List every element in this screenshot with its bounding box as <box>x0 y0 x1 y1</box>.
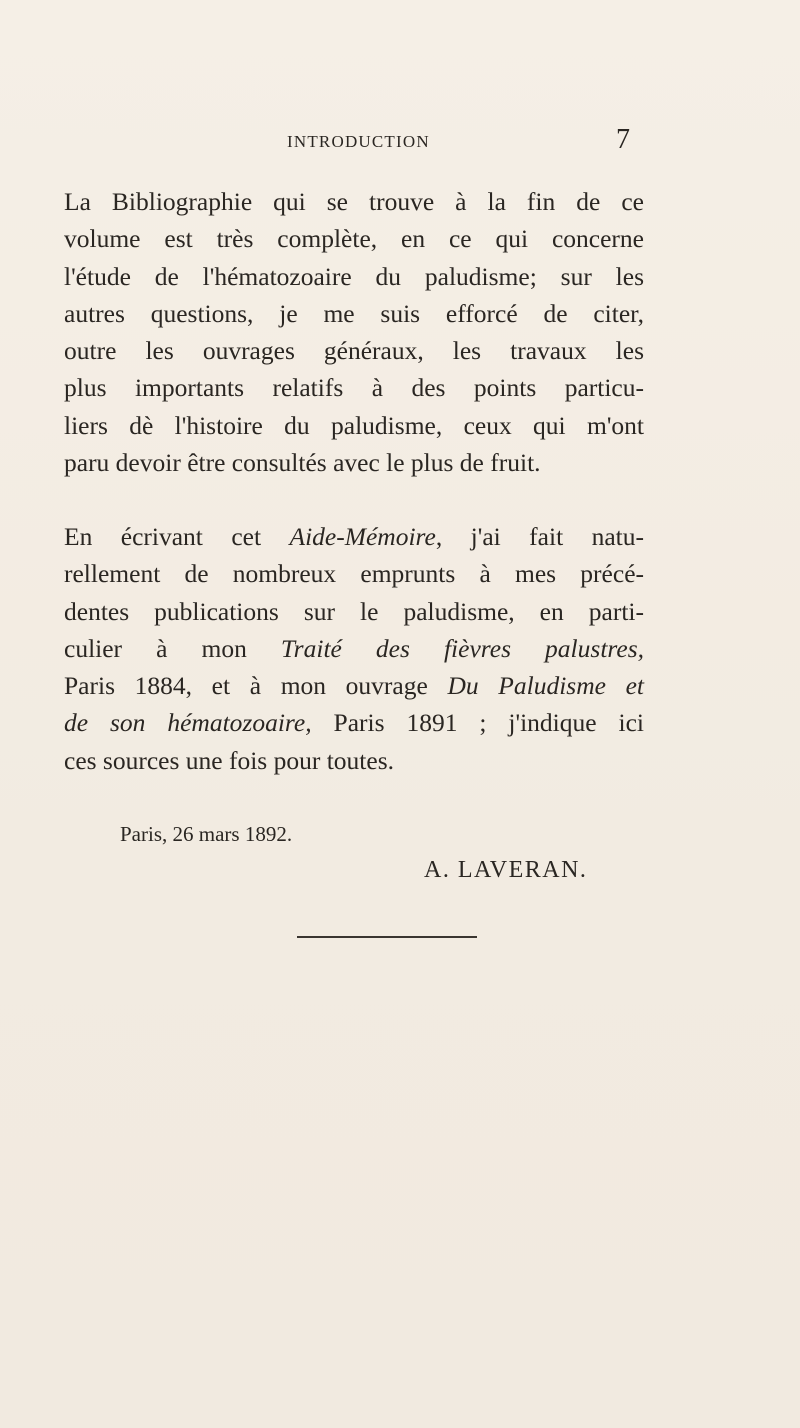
text-line: ces sources une fois pour toutes. <box>64 745 395 775</box>
text-line <box>64 667 644 704</box>
running-head <box>0 124 800 158</box>
text-line: paru devoir être consultés avec le plus de fruit. <box>64 448 541 478</box>
text-run: Paris 1891 ; j'indique ici <box>311 708 644 738</box>
italic-title: de son hématozoaire, <box>64 708 312 738</box>
text-line: La Bibliographie qui se trouve à la fin de ce <box>64 187 644 216</box>
text-line: rellement de nombreux emprunts à mes précé- <box>64 559 644 589</box>
text-line: l'étude de l'hématozoaire du paludisme; sur les <box>64 261 644 291</box>
text-line: volume est très complète, en ce qui concerne <box>64 224 644 254</box>
italic-title: Traité des fièvres palustres, <box>280 633 644 663</box>
text-line: autres questions, je me suis efforcé de citer, <box>64 298 644 328</box>
text-line <box>64 630 644 667</box>
text-line <box>64 704 644 741</box>
text-run: Paris 1884, et à mon ouvrage <box>64 671 448 701</box>
paragraph-bibliography <box>64 183 644 481</box>
text-line: dentes publications sur le paludisme, en parti- <box>64 596 644 626</box>
text-line <box>64 518 644 555</box>
italic-title: Aide-Mémoire <box>289 522 436 551</box>
dateline: Paris, 26 mars 1892. <box>120 822 293 846</box>
italic-title: Du Paludisme et <box>447 671 644 701</box>
section-rule <box>297 936 477 938</box>
text-line: liers dè l'histoire du paludisme, ceux qui m'ont <box>64 410 644 440</box>
text-run: culier à mon <box>64 633 281 663</box>
page-number: 7 <box>616 124 630 155</box>
text-line: plus importants relatifs à des points particu- <box>64 373 644 403</box>
text-run: , j'ai fait natu- <box>435 522 644 551</box>
text-line: outre les ouvrages généraux, les travaux les <box>64 336 644 366</box>
paragraph-sources <box>64 518 644 779</box>
running-title: INTRODUCTION <box>287 132 430 151</box>
signature: A. LAVERAN. <box>424 857 588 883</box>
text-run: En écrivant cet <box>64 522 290 551</box>
